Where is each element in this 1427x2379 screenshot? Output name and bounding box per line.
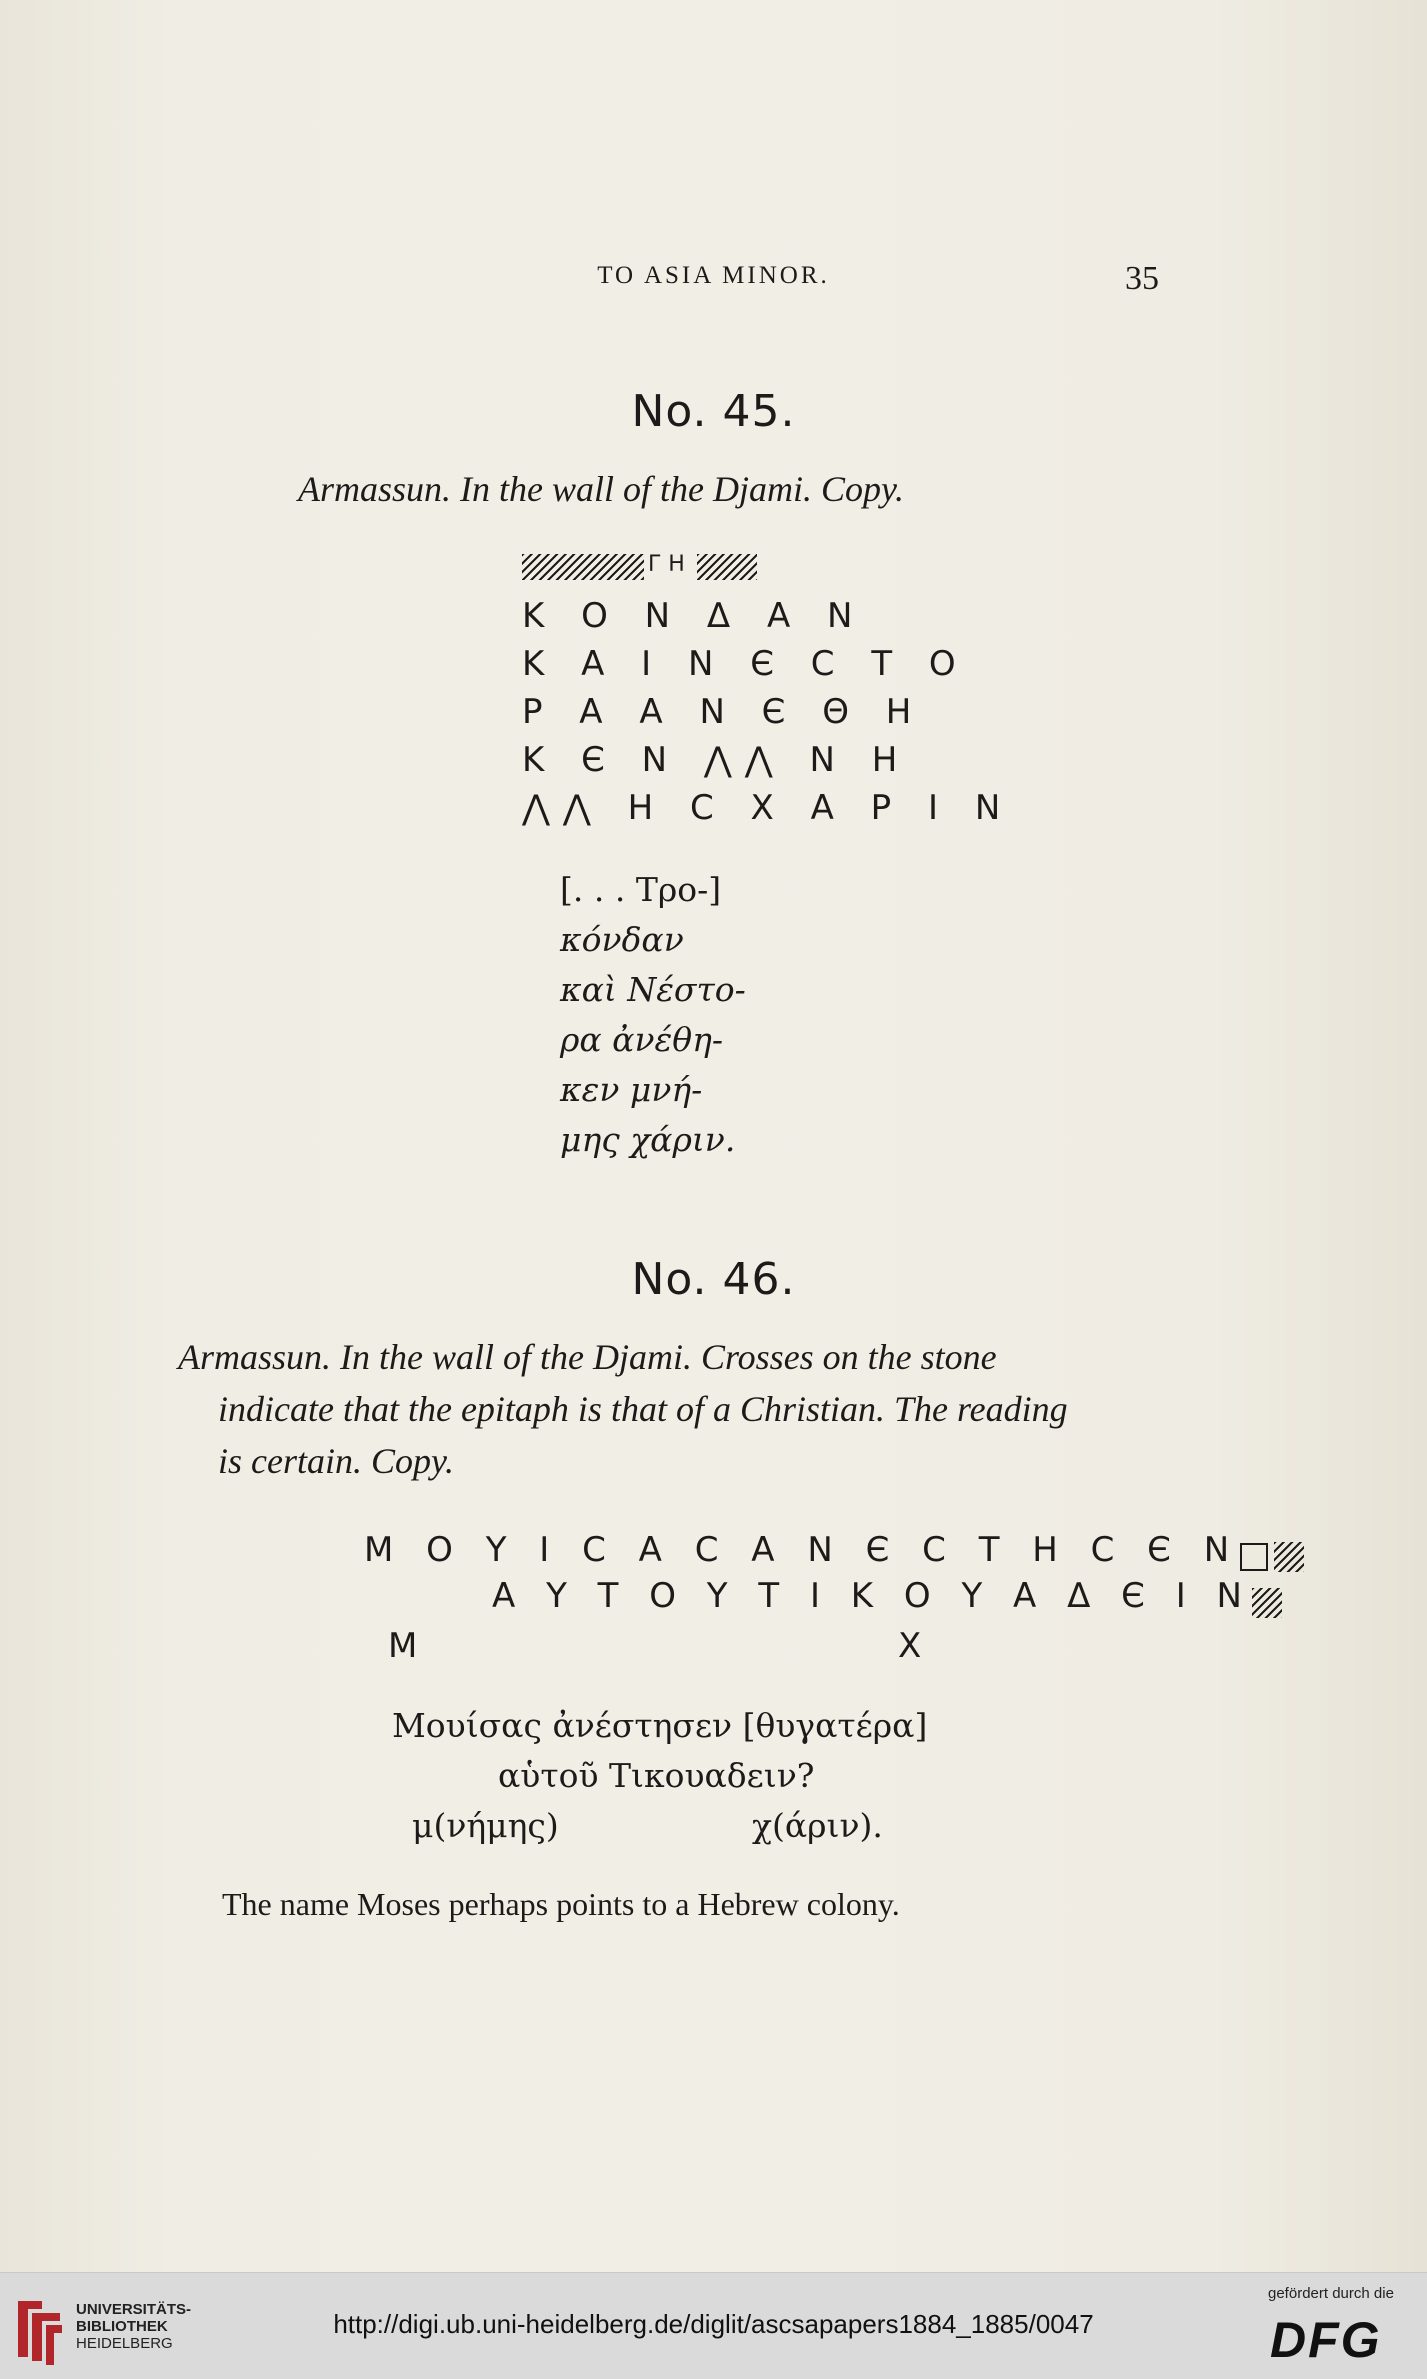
dfg-logo: DFG [1270,2312,1382,2368]
transcription-45-line-2: κόνδαν [560,920,684,959]
inscription-46-left-cross: M [388,1626,431,1666]
heading-no-45: No. 45. [631,386,796,437]
source-url-link[interactable]: http://digi.ub.uni-heidelberg.de/diglit/ascsapapers1884_1885/0047 [333,2309,1094,2339]
transcription-45-line-3: καὶ Νέστο- [560,970,746,1009]
damaged-area-hatch [697,554,757,580]
transcription-45-line-5: κεν μνή- [560,1070,703,1109]
caption-no-46-line-1: Armassun. In the wall of the Djami. Crosses on the stone [178,1337,997,1377]
caption-no-46-line-3: is certain. Copy. [218,1441,454,1481]
caption-no-45: Armassun. In the wall of the Djami. Copy. [298,469,904,509]
damaged-area-hatch [1252,1588,1282,1618]
funding-caption: gefördert durch die [1268,2285,1394,2302]
footer-bar [0,2272,1427,2379]
transcription-46-line-1: Μουίσας ἀνέστησεν [θυγατέρα] [392,1706,928,1745]
heading-no-46: No. 46. [631,1254,796,1305]
transcription-46-left: μ(νήμης) [412,1806,559,1845]
inscription-46-text-1: M O Y I C A C A N Є C T H C Є N [364,1530,1241,1570]
inscription-45-line-2: K A I N Є C T O [522,644,969,684]
inscription-45-fragment: ΓΗ [648,552,693,577]
running-head: TO ASIA MINOR. [597,262,830,289]
transcription-46-right: χ(άριν). [752,1806,883,1845]
closing-note: The name Moses perhaps points to a Hebrew colony. [222,1886,900,1922]
inscription-46-text-2: A Y T O Y T I K O Y A Δ Є I N [492,1576,1252,1616]
inscription-46-line-2 [492,1576,1282,1618]
inscription-45-top-line [522,552,757,580]
damaged-area-hatch [1274,1542,1304,1572]
transcription-45-line-1: [. . . Τρο-] [560,870,722,909]
library-line-1: UNIVERSITÄTS- [76,2301,192,2318]
transcription-45-line-6: μης χάριν. [560,1120,736,1159]
library-line-3: HEIDELBERG [76,2335,173,2352]
damaged-area-hatch [522,554,644,580]
page-number: 35 [1125,260,1159,297]
inscription-45-line-4: K Є N ⋀⋀ N H [522,740,911,780]
inscription-46-right-cross: X [898,1626,935,1666]
transcription-46-line-2: αὑτοῦ Τικουαδειν? [498,1756,815,1795]
library-line-2: BIBLIOTHEK [76,2318,168,2335]
caption-no-46-line-2: indicate that the epitaph is that of a Christian. The reading [218,1389,1068,1429]
inscription-45-line-5: ⋀⋀ H C X A P I N [522,788,1014,828]
transcription-45-line-4: ρα ἀνέθη- [560,1020,724,1059]
inscription-45-line-1: K O N Δ A N [522,596,866,636]
square-glyph [1240,1543,1268,1571]
inscription-45-line-3: P A A N Є Θ H [522,692,925,732]
inscription-46-line-1 [364,1530,1304,1572]
